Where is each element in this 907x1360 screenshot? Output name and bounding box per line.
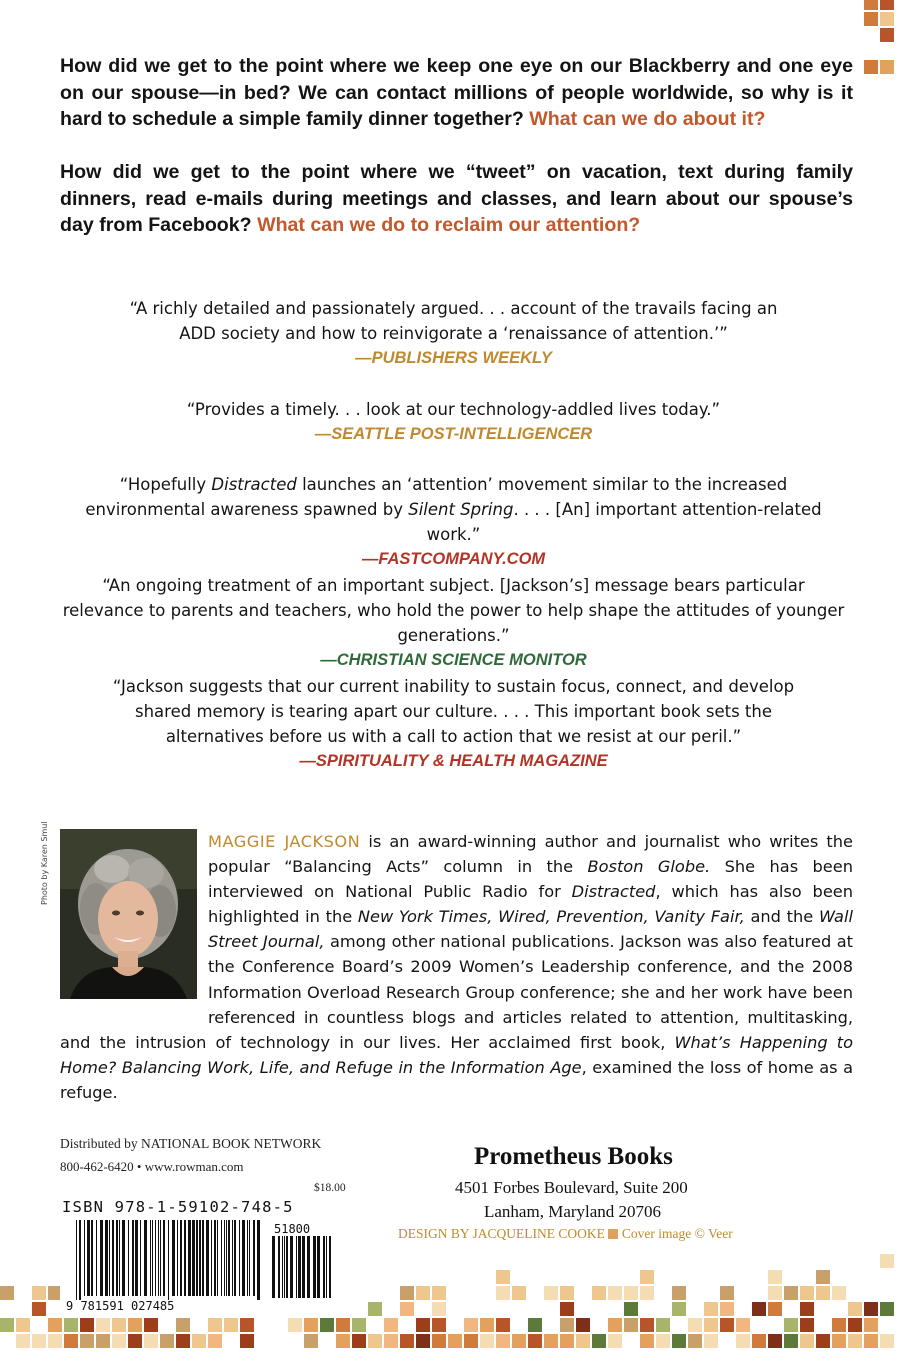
mosaic-tile (528, 1334, 542, 1348)
barcode-bar (224, 1220, 225, 1296)
mosaic-tile (0, 1286, 14, 1300)
mosaic-tile (880, 0, 894, 10)
mosaic-tile (768, 1286, 782, 1300)
barcode-bar (192, 1220, 195, 1296)
mosaic-tile (848, 1318, 862, 1332)
barcode-bar (286, 1236, 288, 1298)
mosaic-tile (848, 1302, 862, 1316)
barcode-bar (199, 1220, 201, 1296)
mosaic-tile (816, 1334, 830, 1348)
barcode-bar (188, 1220, 191, 1296)
mosaic-tile (400, 1334, 414, 1348)
mosaic-tile (784, 1286, 798, 1300)
mosaic-tile (464, 1318, 478, 1332)
mosaic-tile (176, 1334, 190, 1348)
mosaic-tile (208, 1334, 222, 1348)
quote-text (85, 475, 821, 544)
barcode-bar (323, 1236, 325, 1298)
barcode-bar (105, 1220, 108, 1296)
mosaic-tile (480, 1318, 494, 1332)
barcode-bar (313, 1236, 316, 1298)
mosaic-tile (640, 1270, 654, 1284)
mosaic-tile (640, 1286, 654, 1300)
mosaic-tile (528, 1318, 542, 1332)
barcode-bar (140, 1220, 141, 1296)
image-credit: Cover image © Veer (621, 1226, 733, 1241)
mosaic-tile (144, 1318, 158, 1332)
barcode-bar (221, 1220, 222, 1296)
mosaic-tile (80, 1334, 94, 1348)
bio-italic: Wall Street Journal, (208, 907, 853, 952)
quote-source: —SEATTLE POST-INTELLIGENCER (314, 425, 593, 443)
mosaic-tile (768, 1334, 782, 1348)
quote-book-title: Silent Spring (408, 500, 514, 519)
mosaic-tile (704, 1334, 718, 1348)
mosaic-tile (304, 1318, 318, 1332)
bio-italic: New York Times, Wired, Prevention, Vanity Fair, (357, 907, 745, 927)
barcode-bar (84, 1220, 85, 1296)
mosaic-tile (160, 1334, 174, 1348)
barcode-bar (239, 1220, 240, 1296)
mosaic-tile (784, 1334, 798, 1348)
barcode-bar (100, 1220, 103, 1296)
barcode-bar (168, 1220, 169, 1300)
publisher-address-line-2: Lanham, Maryland 20706 (484, 1202, 662, 1221)
barcode-bar (150, 1220, 151, 1296)
mosaic-tile (176, 1318, 190, 1332)
intro-p1-accent: What can we do about it? (529, 108, 766, 130)
quote-text-part: “Hopefully (119, 475, 212, 494)
review-quote-2 (60, 397, 847, 447)
barcode-bar (87, 1220, 90, 1296)
quote-text: “An ongoing treatment of an important subject. [Jackson’s] message bears particular relevance to parents and teachers, who hold the power to help shape the attitudes of younger generations.” (62, 576, 845, 645)
author-bio (60, 829, 853, 1105)
barcode-bar (329, 1236, 331, 1298)
mosaic-tile (880, 28, 894, 42)
quote-text: “Jackson suggests that our current inability to sustain focus, connect, and develop shared memory is tearing apart our culture. . . . This important book sets the alternatives before us with a call to action that we resist at our peril.” (112, 677, 795, 746)
mosaic-tile (32, 1302, 46, 1316)
mosaic-tile (800, 1334, 814, 1348)
mosaic-tile (224, 1318, 238, 1332)
barcode-bar (96, 1220, 97, 1296)
barcode-bar (296, 1236, 297, 1298)
barcode-bar (272, 1236, 275, 1298)
mosaic-tile (816, 1286, 830, 1300)
barcode-bar (253, 1220, 255, 1296)
mosaic-tile (304, 1334, 318, 1348)
mosaic-tile (560, 1334, 574, 1348)
quote-text: “Provides a timely. . . look at our technology-addled lives today.” (186, 400, 721, 419)
barcode-bars (76, 1220, 260, 1300)
quote-source: —SPIRITUALITY & HEALTH MAGAZINE (299, 752, 608, 770)
mosaic-tile (48, 1334, 62, 1348)
mosaic-tile (96, 1334, 110, 1348)
barcode-bar (109, 1220, 110, 1296)
bio-italic: What’s Happening to Home? Balancing Work, Life, and Refuge in the Information Age (60, 1032, 854, 1077)
barcode-bar (298, 1236, 301, 1298)
mosaic-tile (464, 1334, 478, 1348)
isbn-label: ISBN 978-1-59102-748-5 (62, 1198, 294, 1216)
barcode-addon-digits: 51800 (274, 1222, 311, 1236)
review-quote-1 (110, 296, 797, 371)
barcode-bar (249, 1220, 250, 1296)
bio-italic: Boston Globe. (587, 857, 711, 877)
distributor-contact: 800-462-6420 • www.rowman.com (60, 1159, 244, 1174)
bio-text: She has been interviewed on National Public Radio for (208, 857, 853, 902)
barcode-bar (326, 1236, 327, 1298)
mosaic-tile (720, 1318, 734, 1332)
intro-paragraph-2 (60, 159, 853, 239)
barcode-bar (76, 1220, 77, 1300)
intro-paragraph-1 (60, 53, 853, 133)
mosaic-tile (736, 1318, 750, 1332)
mosaic-tile (288, 1318, 302, 1332)
barcode-bar (172, 1220, 175, 1296)
mosaic-tile (128, 1318, 142, 1332)
mosaic-tile (16, 1318, 30, 1332)
mosaic-tile (768, 1270, 782, 1284)
barcode-bar (158, 1220, 159, 1296)
barcode-bar (155, 1220, 156, 1296)
mosaic-tile (400, 1286, 414, 1300)
barcode-bar (317, 1236, 320, 1298)
mosaic-tile (416, 1334, 430, 1348)
quote-source: —PUBLISHERS WEEKLY (355, 349, 552, 367)
publisher-name: Prometheus Books (474, 1143, 673, 1170)
review-quote-5 (85, 674, 822, 774)
mosaic-tile (416, 1318, 430, 1332)
mosaic-tile (576, 1318, 590, 1332)
mosaic-tile (384, 1334, 398, 1348)
intro-p2-text: How did we get to the point where we “tweet” on vacation, text during family dinners, read e-mails during meetings and classes, and learn about our spouse’s day from Facebook? (60, 161, 853, 236)
mosaic-tile (336, 1334, 350, 1348)
design-credit: DESIGN BY JACQUELINE COOKE (398, 1226, 605, 1241)
mosaic-tile (144, 1334, 158, 1348)
quote-source: —FASTCOMPANY.COM (361, 550, 546, 568)
mosaic-tile (864, 0, 878, 10)
barcode-bar (144, 1220, 147, 1296)
mosaic-tile (496, 1286, 510, 1300)
barcode-bar (206, 1220, 209, 1296)
quote-text: “A richly detailed and passionately argued. . . account of the travails facing an ADD society and how to reinvigorate a ‘renaissance of attention.’” (129, 299, 778, 343)
mosaic-tile (704, 1302, 718, 1316)
mosaic-tile (880, 1302, 894, 1316)
mosaic-tile (80, 1318, 94, 1332)
mosaic-tile (0, 1318, 14, 1332)
quote-text-part: . . . . [An] important attention-related work.” (426, 500, 822, 544)
mosaic-tile (672, 1286, 686, 1300)
barcode-bar (242, 1220, 245, 1296)
mosaic-tile (544, 1334, 558, 1348)
mosaic-tile (832, 1334, 846, 1348)
price: $18.00 (314, 1182, 346, 1194)
mosaic-tile (240, 1318, 254, 1332)
review-quote-3 (60, 472, 847, 572)
barcode-bar (278, 1236, 280, 1298)
mosaic-tile (352, 1318, 366, 1332)
barcode-bar (290, 1236, 293, 1298)
bio-text: and the (744, 907, 819, 927)
mosaic-tile (864, 1302, 878, 1316)
mosaic-tile (64, 1334, 78, 1348)
mosaic-tile (800, 1318, 814, 1332)
mosaic-tile (864, 1334, 878, 1348)
mosaic-tile (688, 1334, 702, 1348)
mosaic-tile (320, 1318, 334, 1332)
barcode-bar (257, 1220, 260, 1300)
barcode-bar (79, 1220, 81, 1300)
mosaic-tile (592, 1286, 606, 1300)
barcode-bar (91, 1220, 93, 1296)
barcode-bar (307, 1236, 310, 1298)
mosaic-tile (112, 1334, 126, 1348)
mosaic-tile (112, 1318, 126, 1332)
barcode-bar (184, 1220, 186, 1296)
bio-text: among other national publications. Jackson was also featured at the Conference Board’s 2009 Women’s Leadership conference, and the 2008 Information Overload Research Group conference; she and her work have been referenced in countless blogs and articles related to attention, multitasking, and the intrusion of technology in our lives. Her acclaimed first book, (60, 932, 853, 1052)
barcode-bar (177, 1220, 178, 1296)
mosaic-tile (128, 1334, 142, 1348)
mosaic-tile (96, 1318, 110, 1332)
mosaic-tile (352, 1334, 366, 1348)
barcode-addon-bars (272, 1236, 331, 1298)
barcode-bar (226, 1220, 227, 1296)
mosaic-tile (400, 1302, 414, 1316)
mosaic-tile (848, 1334, 862, 1348)
mosaic-tile (880, 12, 894, 26)
mosaic-tile (656, 1334, 670, 1348)
square-bullet-icon (608, 1229, 618, 1239)
mosaic-tile (32, 1334, 46, 1348)
mosaic-tile (496, 1270, 510, 1284)
mosaic-tile (560, 1302, 574, 1316)
mosaic-tile (368, 1302, 382, 1316)
quote-book-title: Distracted (211, 475, 297, 494)
barcode-bar (128, 1220, 129, 1296)
barcode-bar (152, 1220, 153, 1296)
barcode-bar (282, 1236, 283, 1298)
mosaic-tile (64, 1318, 78, 1332)
mosaic-tile (624, 1318, 638, 1332)
barcode-bar (232, 1220, 233, 1296)
mosaic-tile (432, 1318, 446, 1332)
mosaic-tile (608, 1334, 622, 1348)
author-name: MAGGIE JACKSON (208, 832, 361, 851)
mosaic-tile (560, 1318, 574, 1332)
mosaic-tile (240, 1334, 254, 1348)
mosaic-tile (624, 1302, 638, 1316)
mosaic-tile (192, 1334, 206, 1348)
barcode-bar (122, 1220, 125, 1296)
mosaic-tile (624, 1286, 638, 1300)
mosaic-tile (432, 1302, 446, 1316)
quote-source: —CHRISTIAN SCIENCE MONITOR (320, 651, 587, 669)
mosaic-tile (800, 1286, 814, 1300)
bio-text: , which has also been highlighted in the (208, 882, 853, 927)
barcode-bar (247, 1220, 248, 1296)
mosaic-tile (720, 1286, 734, 1300)
mosaic-tile (784, 1318, 798, 1332)
bio-text: , examined the loss of home as a refuge. (60, 1057, 853, 1102)
barcode-bar (180, 1220, 182, 1296)
barcode-graphic (62, 1220, 338, 1312)
intro-p2-accent: What can we do to reclaim our attention? (257, 214, 641, 236)
mosaic-tile (832, 1286, 846, 1300)
mosaic-tile (432, 1334, 446, 1348)
barcode-bar (228, 1220, 230, 1296)
barcode-bar (116, 1220, 118, 1296)
mosaic-tile (752, 1334, 766, 1348)
mosaic-tile (416, 1286, 430, 1300)
barcode-bar (112, 1220, 114, 1296)
barcode-block (60, 1196, 340, 1314)
barcode-digits: 9 781591 027485 (66, 1299, 175, 1312)
mosaic-tile (704, 1318, 718, 1332)
mosaic-tile (592, 1334, 606, 1348)
barcode-bar (119, 1220, 120, 1296)
mosaic-tile (880, 1254, 894, 1268)
bio-italic: Distracted (571, 882, 656, 902)
mosaic-tile (864, 12, 878, 26)
mosaic-tile (208, 1318, 222, 1332)
review-quote-4 (60, 573, 847, 673)
mosaic-tile (672, 1334, 686, 1348)
mosaic-tile (880, 60, 894, 74)
mosaic-tile (640, 1334, 654, 1348)
mosaic-tile (608, 1286, 622, 1300)
barcode-bar (160, 1220, 161, 1296)
mosaic-tile (16, 1334, 30, 1348)
barcode-bar (284, 1236, 285, 1298)
mosaic-tile (720, 1302, 734, 1316)
mosaic-tile (336, 1318, 350, 1332)
barcode-bar (217, 1220, 218, 1296)
design-credits (398, 1226, 733, 1242)
mosaic-tile (800, 1302, 814, 1316)
mosaic-tile (672, 1302, 686, 1316)
photo-spacer (60, 829, 208, 1005)
intro-p1-text: How did we get to the point where we keep one eye on our Blackberry and one eye on our spouse—in bed? We can contact millions of people worldwide, so why is it hard to schedule a simple family dinner together? (60, 55, 853, 130)
barcode-bar (163, 1220, 165, 1296)
mosaic-tile (864, 60, 878, 74)
mosaic-tile (368, 1334, 382, 1348)
mosaic-tile (832, 1318, 846, 1332)
barcode-bar (214, 1220, 216, 1296)
mosaic-tile (880, 1334, 894, 1348)
mosaic-tile (640, 1318, 654, 1332)
mosaic-tile (32, 1286, 46, 1300)
mosaic-tile (608, 1318, 622, 1332)
quote-text-part: launches an ‘attention’ movement similar to the increased environmental awareness spawned by (85, 475, 788, 519)
mosaic-tile (752, 1302, 766, 1316)
mosaic-tile (448, 1334, 462, 1348)
publisher-address-line-1: 4501 Forbes Boulevard, Suite 200 (455, 1178, 688, 1197)
mosaic-tile (432, 1286, 446, 1300)
mosaic-tile (496, 1318, 510, 1332)
mosaic-tile (480, 1334, 494, 1348)
mosaic-tile (736, 1334, 750, 1348)
barcode-bar (132, 1220, 134, 1296)
mosaic-tile (688, 1318, 702, 1332)
barcode-bar (302, 1236, 305, 1298)
mosaic-tile (656, 1318, 670, 1332)
mosaic-tile (768, 1302, 782, 1316)
mosaic-tile (816, 1270, 830, 1284)
mosaic-tile (864, 1318, 878, 1332)
mosaic-tile (560, 1286, 574, 1300)
barcode-bar (234, 1220, 236, 1296)
bio-text: is an award-winning author and journalist who writes the popular “Balancing Acts” column in the (208, 832, 853, 877)
barcode-bar (196, 1220, 198, 1296)
barcode-bar (211, 1220, 212, 1296)
mosaic-tile (496, 1334, 510, 1348)
mosaic-tile (512, 1286, 526, 1300)
mosaic-tile (576, 1334, 590, 1348)
mosaic-tile (544, 1286, 558, 1300)
mosaic-tile (48, 1318, 62, 1332)
mosaic-tile (512, 1334, 526, 1348)
distributed-by: Distributed by NATIONAL BOOK NETWORK (60, 1136, 322, 1151)
mosaic-tile (384, 1318, 398, 1332)
barcode-bar (135, 1220, 138, 1296)
photo-credit: Photo by Karen Smul (40, 821, 49, 905)
barcode-bar (202, 1220, 204, 1296)
